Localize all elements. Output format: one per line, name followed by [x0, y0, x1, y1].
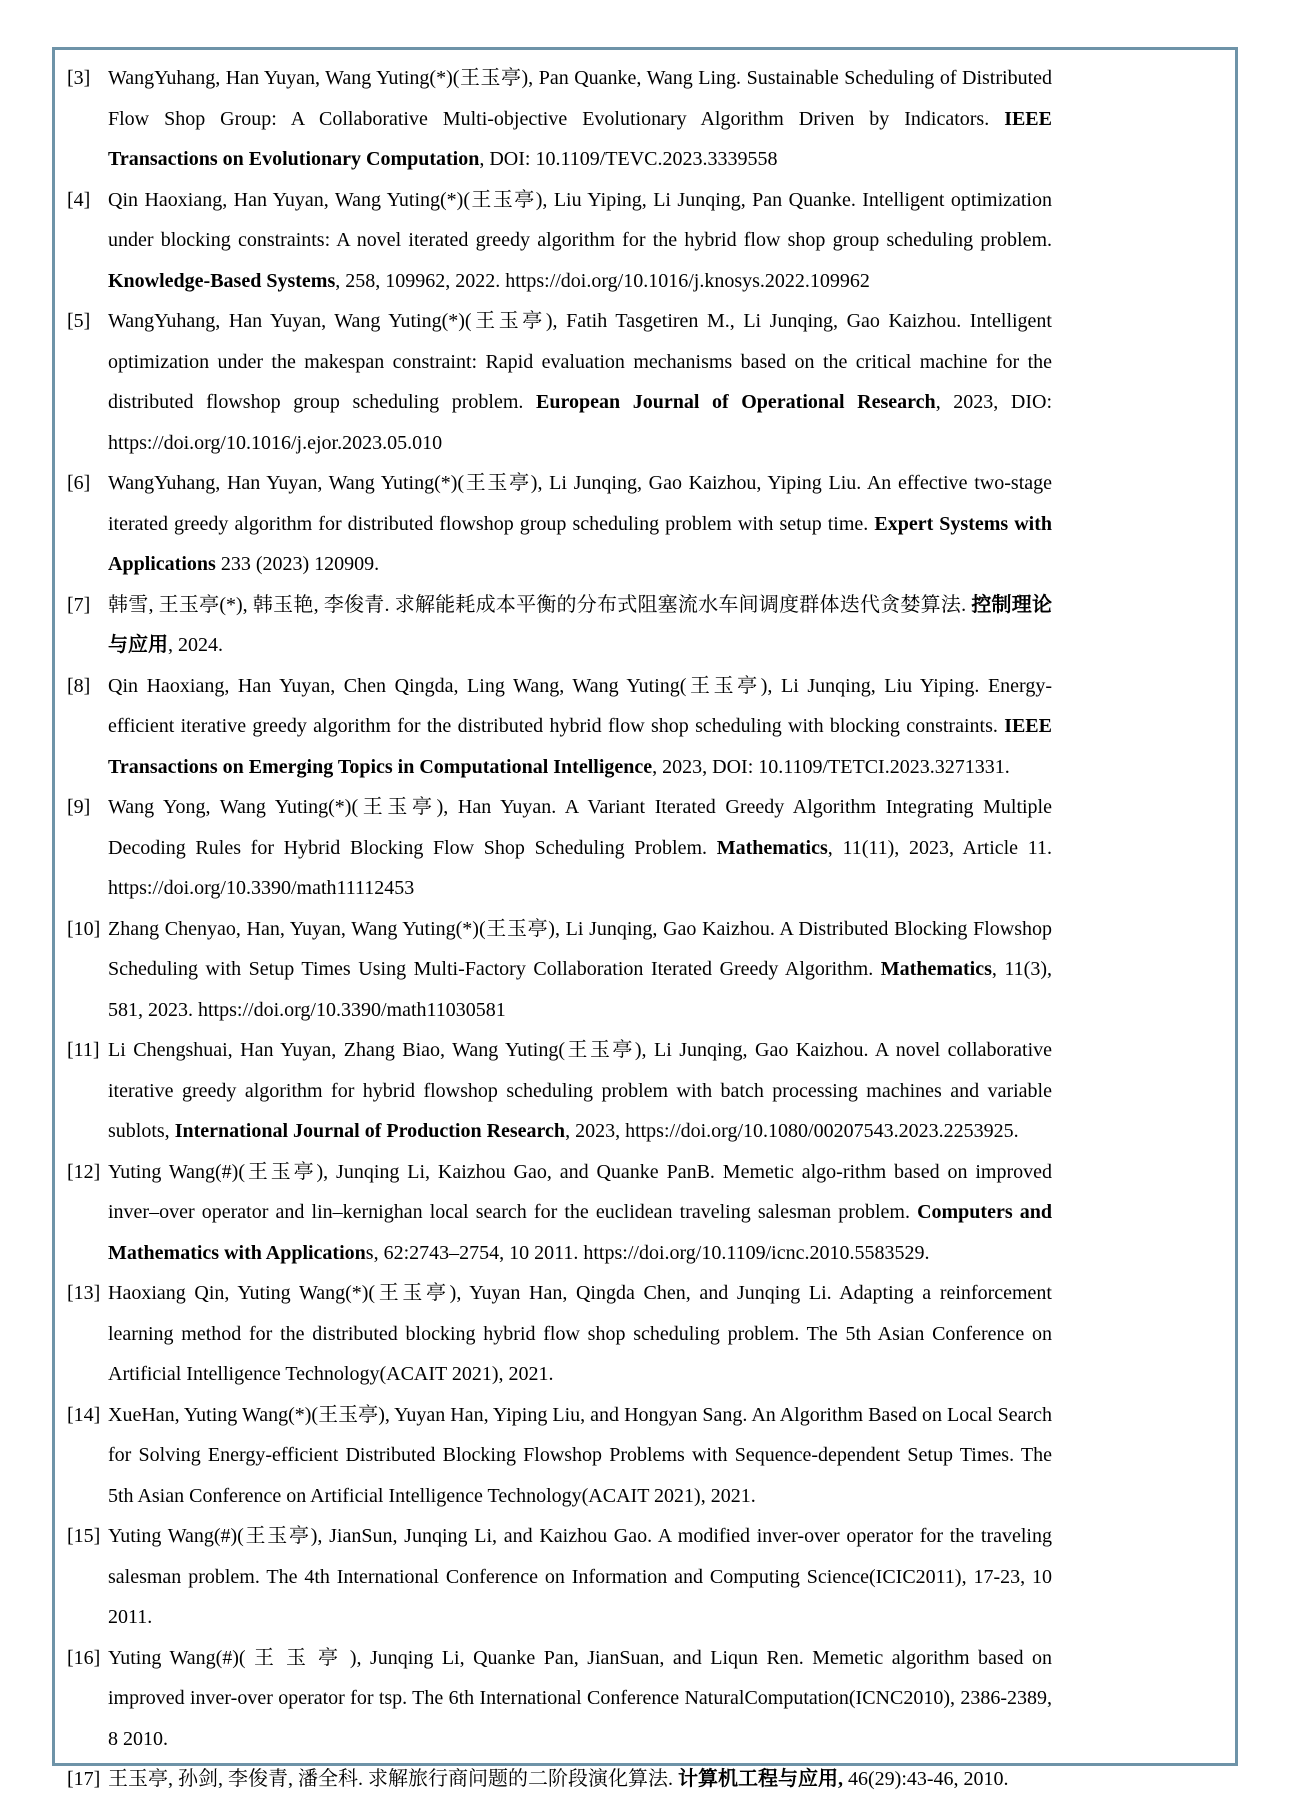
reference-text	[108, 1273, 1052, 1395]
reference-number: [5]	[67, 310, 91, 332]
reference-text	[108, 1152, 1052, 1274]
reference-segment: WangYuhang, Han Yuyan, Wang Yuting(*)(王玉亭), Li Junqing, Gao Kaizhou, Yiping Liu. An effective two-stage iterated greedy algorithm for distributed flowshop group scheduling problem with setup time.	[108, 472, 1052, 535]
reference-segment: Yuting Wang(#)( 王 玉 亭 ), Junqing Li, Quanke Pan, JianSuan, and Liqun Ren. Memetic algorithm based on improved inver-over operator for tsp. The 6th International Conference NaturalComputation(ICNC2010), 2386-2389, 8 2010.	[108, 1646, 1052, 1750]
reference-segment: XueHan, Yuting Wang(*)(王玉亭), Yuyan Han, Yiping Liu, and Hongyan Sang. An Algorithm Based on Local Search for Solving Energy-efficient Distributed Blocking Flowshop Problems with Sequence-dependent Setup Times. The 5th Asian Conference on Artificial Intelligence Technology(ACAIT 2021), 2021.	[108, 1403, 1052, 1507]
reference-segment: Qin Haoxiang, Han Yuyan, Chen Qingda, Ling Wang, Wang Yuting(王玉亭), Li Junqing, Liu Yiping. Energy-efficient iterative greedy algorithm for the distributed hybrid flow shop scheduling with blocking constraints.	[108, 674, 1052, 737]
journal-name: 计算机工程与应用,	[678, 1768, 843, 1790]
journal-name: European Journal of Operational Research	[535, 391, 936, 413]
reference-number: [3]	[67, 67, 91, 89]
reference-item	[67, 1759, 1052, 1800]
reference-text	[108, 909, 1052, 1031]
reference-text	[108, 1638, 1052, 1760]
reference-segment: Yuting Wang(#)(王玉亭), JianSun, Junqing Li, and Kaizhou Gao. A modified inver-over operator for the traveling salesman problem. The 4th International Conference on Information and Computing Science(ICIC2011), 17-23, 10 2011.	[108, 1525, 1052, 1628]
reference-segment: 233 (2023) 120909.	[215, 553, 380, 575]
reference-number: [9]	[67, 796, 91, 818]
journal-name: IEEE Transactions on Emerging Topics in Computational Intelligence	[108, 715, 1052, 778]
journal-name: Mathematics	[880, 958, 992, 980]
reference-text	[108, 58, 1052, 180]
reference-item	[67, 585, 1052, 666]
reference-number: [13]	[67, 1282, 101, 1304]
reference-segment: 王玉亭, 孙剑, 李俊青, 潘全科. 求解旅行商问题的二阶段演化算法.	[108, 1768, 678, 1790]
journal-name: Computers and Mathematics with Application	[108, 1201, 1052, 1264]
reference-number: [7]	[67, 593, 91, 616]
reference-text	[108, 463, 1052, 585]
reference-number: [6]	[67, 472, 91, 494]
reference-segment: WangYuhang, Han Yuyan, Wang Yuting(*)(王玉亭), Fatih Tasgetiren M., Li Junqing, Gao Kaizhou. Intelligent optimization under the makespan constraint: Rapid evaluation mechanisms based on the critical machine for the distributed flowshop group scheduling problem.	[108, 310, 1052, 413]
reference-text	[108, 666, 1052, 788]
reference-item	[67, 1395, 1052, 1517]
reference-segment: 46(29):43-46, 2010.	[843, 1768, 1009, 1790]
reference-text	[108, 1030, 1052, 1152]
reference-number: [11]	[67, 1039, 100, 1061]
journal-name: Knowledge-Based Systems	[108, 269, 336, 292]
journal-name: 控制理论与应用	[108, 593, 1052, 656]
reference-text	[108, 1516, 1052, 1638]
reference-item	[67, 58, 1052, 180]
reference-segment: Li Chengshuai, Han Yuyan, Zhang Biao, Wang Yuting(王玉亭), Li Junqing, Gao Kaizhou. A novel collaborative iterative greedy algorithm for hybrid flowshop scheduling problem with batch processing machines and variable sublots,	[108, 1039, 1052, 1142]
reference-number: [10]	[67, 917, 101, 940]
reference-item	[67, 787, 1052, 909]
journal-name: Expert Systems with Applications	[108, 512, 1053, 575]
reference-text	[108, 787, 1052, 909]
reference-item	[67, 463, 1052, 585]
reference-text	[108, 180, 1052, 302]
reference-segment: , 2024.	[168, 634, 223, 656]
reference-number: [4]	[67, 188, 91, 211]
reference-list	[67, 58, 1052, 1800]
reference-item	[67, 1273, 1052, 1395]
reference-item	[67, 1152, 1052, 1274]
reference-item	[67, 301, 1052, 463]
reference-segment: , 11(11), 2023, Article 11. https://doi.org/10.3390/math11112453	[108, 836, 1052, 899]
reference-segment: Haoxiang Qin, Yuting Wang(*)(王玉亭), Yuyan Han, Qingda Chen, and Junqing Li. Adapting a reinforcement learning method for the distributed blocking hybrid flow shop scheduling problem. The 5th Asian Conference on Artificial Intelligence Technology(ACAIT 2021), 2021.	[108, 1282, 1052, 1385]
reference-segment: , 258, 109962, 2022. https://doi.org/10.1016/j.knosys.2022.109962	[335, 269, 870, 292]
reference-number: [17]	[67, 1768, 101, 1790]
reference-number: [12]	[67, 1160, 101, 1183]
reference-segment: Qin Haoxiang, Han Yuyan, Wang Yuting(*)(王玉亭), Liu Yiping, Li Junqing, Pan Quanke. Intelligent optimization under blocking constraints: A novel iterated greedy algorithm for the hybrid flow shop group scheduling problem.	[108, 188, 1052, 251]
reference-text	[108, 585, 1052, 666]
reference-segment: , DOI: 10.1109/TEVC.2023.3339558	[479, 148, 778, 170]
reference-item	[67, 1516, 1052, 1638]
reference-item	[67, 666, 1052, 788]
reference-segment: , 2023, DIO: https://doi.org/10.1016/j.ejor.2023.05.010	[108, 391, 1053, 454]
reference-text	[108, 301, 1052, 463]
reference-segment: WangYuhang, Han Yuyan, Wang Yuting(*)(王玉亭), Pan Quanke, Wang Ling. Sustainable Scheduling of Distributed Flow Shop Group: A Collaborative Multi-objective Evolutionary Algorithm Driven by Indicators.	[108, 67, 1052, 130]
reference-segment: 韩雪, 王玉亭(*), 韩玉艳, 李俊青. 求解能耗成本平衡的分布式阻塞流水车间调度群体迭代贪婪算法.	[108, 593, 972, 616]
reference-segment: , 2023, https://doi.org/10.1080/00207543.2023.2253925.	[565, 1120, 1019, 1142]
reference-item	[67, 1030, 1052, 1152]
reference-text	[108, 1759, 1052, 1800]
reference-number: [15]	[67, 1525, 101, 1547]
reference-text	[108, 1395, 1052, 1517]
reference-segment: Wang Yong, Wang Yuting(*)(王玉亭), Han Yuyan. A Variant Iterated Greedy Algorithm Integrating Multiple Decoding Rules for Hybrid Blocking Flow Shop Scheduling Problem.	[108, 796, 1052, 859]
reference-number: [14]	[67, 1403, 101, 1426]
journal-name: Mathematics	[716, 836, 828, 859]
reference-item	[67, 1638, 1052, 1760]
reference-segment: s, 62:2743–2754, 10 2011. https://doi.org/10.1109/icnc.2010.5583529.	[365, 1241, 930, 1264]
reference-segment: Zhang Chenyao, Han, Yuyan, Wang Yuting(*)(王玉亭), Li Junqing, Gao Kaizhou. A Distributed Blocking Flowshop Scheduling with Setup Times Using Multi-Factory Collaboration Iterated Greedy Algorithm.	[108, 917, 1052, 980]
reference-item	[67, 180, 1052, 302]
reference-segment: , 11(3), 581, 2023. https://doi.org/10.3390/math11030581	[108, 958, 1052, 1021]
journal-name: International Journal of Production Research	[174, 1120, 566, 1142]
reference-segment: , 2023, DOI: 10.1109/TETCI.2023.3271331.	[652, 755, 1010, 778]
reference-number: [16]	[67, 1646, 101, 1669]
reference-segment: Yuting Wang(#)(王玉亭), Junqing Li, Kaizhou Gao, and Quanke PanB. Memetic algo-rithm based on improved inver–over operator and lin–kernighan local search for the euclidean traveling salesman problem.	[108, 1160, 1052, 1223]
journal-name: IEEE Transactions on Evolutionary Computation	[108, 107, 1052, 170]
reference-item	[67, 909, 1052, 1031]
reference-number: [8]	[67, 674, 91, 697]
